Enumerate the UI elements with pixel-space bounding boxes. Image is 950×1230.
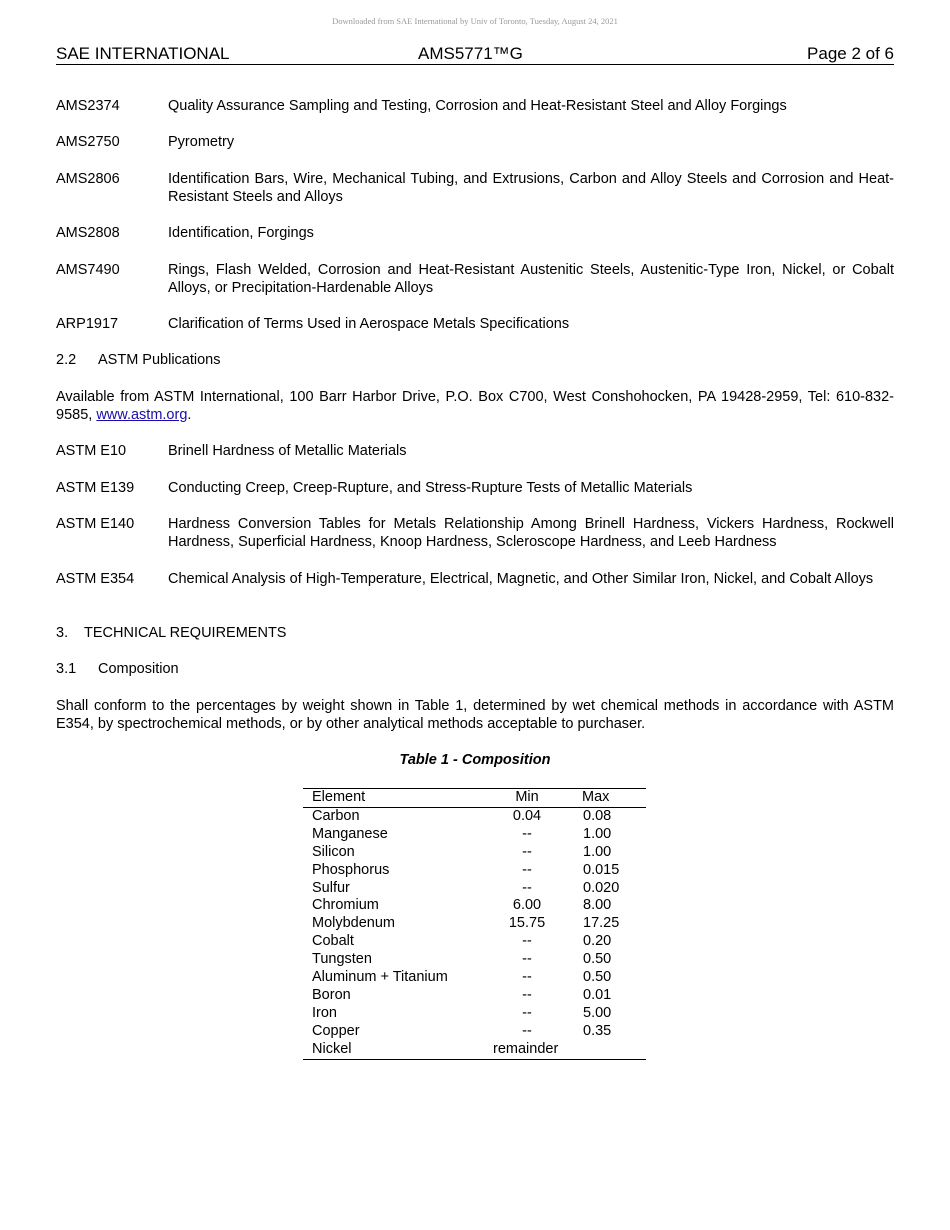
section-number: 2.2 [56,352,77,368]
section-title: TECHNICAL REQUIREMENTS [84,625,287,641]
element-cell: Carbon [312,807,360,824]
remainder-cell: remainder [480,1041,646,1059]
reference-code: ASTM E354 [56,571,135,587]
max-cell: 17.25 [583,915,620,932]
table-row [303,1005,646,1023]
min-cell: 15.75 [508,915,546,932]
section-title: ASTM Publications [98,352,221,368]
table-row [303,880,646,898]
element-cell: Copper [312,1022,360,1039]
element-cell: Molybdenum [312,915,396,932]
column-header-max: Max [574,789,646,808]
reference-title: Quality Assurance Sampling and Testing, Corrosion and Heat-Resistant Steel and Alloy Forgings [168,98,787,114]
section-heading-3 [56,625,894,643]
reference-code: AMS2374 [56,98,120,114]
table-row [303,897,646,915]
reference-title: Chemical Analysis of High-Temperature, Electrical, Magnetic, and Other Similar Iron, Nickel, and Cobalt Alloys [168,571,874,587]
max-cell: 0.015 [583,861,620,878]
header-page-number: Page 2 of 6 [807,44,894,63]
element-cell: Chromium [312,897,379,914]
section-heading-2-2 [56,352,894,370]
reference-code: AMS2808 [56,225,120,241]
astm-availability-paragraph [56,389,894,424]
reference-title: Clarification of Terms Used in Aerospace Metals Specifications [168,316,570,332]
element-cell: Aluminum + Titanium [312,969,448,986]
page-header [56,44,894,65]
element-cell: Phosphorus [312,861,390,878]
table-caption: Table 1 - Composition [399,752,551,768]
reference-ams7490 [56,262,894,297]
table-row [303,951,646,969]
table-row [303,862,646,880]
table-row [303,826,646,844]
table-row [303,915,646,933]
min-cell: -- [522,951,532,968]
table-row [303,969,646,987]
table-row [303,1023,646,1041]
reference-code: ARP1917 [56,316,119,332]
max-cell: 8.00 [583,897,612,914]
reference-title: Brinell Hardness of Metallic Materials [168,443,407,459]
section-number: 3. [56,625,69,641]
reference-code: AMS2806 [56,171,120,187]
element-cell: Tungsten [312,951,372,968]
reference-title: Identification Bars, Wire, Mechanical Tubing, and Extrusions, Carbon and Alloy Steels and Corrosion and Heat-Resistant Steels and Alloys [168,171,894,205]
section-heading-3-1 [56,661,894,679]
reference-astm-e139 [56,480,894,498]
table-row [303,807,646,825]
reference-title: Pyrometry [168,134,235,150]
min-cell: -- [522,861,532,878]
reference-code: ASTM E140 [56,516,135,532]
reference-ams2806 [56,171,894,206]
reference-title: Rings, Flash Welded, Corrosion and Heat-Resistant Austenitic Steels, Austenitic-Type Iron, Nickel, or Cobalt Alloys, or Precipitation-Hardenable Alloys [168,262,894,296]
min-cell: -- [522,1004,532,1021]
max-cell: 1.00 [583,825,612,842]
element-cell: Iron [312,1004,337,1021]
reference-code: ASTM E10 [56,443,127,459]
min-cell: 6.00 [512,897,542,914]
max-cell: 0.20 [583,933,612,950]
reference-ams2750 [56,134,894,152]
composition-paragraph: Shall conform to the percentages by weight shown in Table 1, determined by wet chemical methods in accordance with ASTM E354, by spectrochemical methods, or by other analytical methods acceptable to purchaser. [56,698,894,732]
reference-title: Conducting Creep, Creep-Rupture, and Stress-Rupture Tests of Metallic Materials [168,480,693,496]
astm-website-link[interactable]: www.astm.org [96,406,188,423]
table-row [303,933,646,951]
min-cell: -- [522,969,532,986]
reference-astm-e140 [56,516,894,551]
max-cell: 0.50 [583,951,612,968]
max-cell: 0.01 [583,986,612,1003]
max-cell: 1.00 [583,843,612,860]
table-header-row [303,789,646,808]
element-cell: Boron [312,986,351,1003]
min-cell: -- [522,843,532,860]
header-doc-number: AMS5771™G [418,44,523,63]
min-cell: -- [522,825,532,842]
reference-title: Hardness Conversion Tables for Metals Relationship Among Brinell Hardness, Vickers Hardness, Rockwell Hardness, Superficial Hardness, Knoop Hardness, Scleroscope Hardness, and Leeb Hardness [168,516,894,550]
availability-text: Available from ASTM International, 100 Barr Harbor Drive, P.O. Box C700, West Conshohocken, PA 19428-2959, Tel: 610-832-9585, [56,389,894,423]
min-cell: -- [522,1022,532,1039]
table-row [303,987,646,1005]
column-header-element: Element [303,789,480,808]
download-watermark: Downloaded from SAE International by Univ of Toronto, Tuesday, August 24, 2021 [332,16,618,26]
reference-code: ASTM E139 [56,480,135,496]
table-row [303,844,646,862]
element-cell: Sulfur [312,879,350,896]
element-cell: Nickel [303,1041,480,1059]
reference-code: AMS2750 [56,134,120,150]
element-cell: Cobalt [312,933,354,950]
reference-arp1917 [56,316,894,334]
element-cell: Manganese [312,825,388,842]
max-cell: 0.020 [583,879,620,896]
composition-table [303,788,646,1060]
min-cell: -- [522,879,532,896]
max-cell: 0.08 [583,807,612,824]
reference-astm-e354 [56,571,894,589]
element-cell: Silicon [312,843,355,860]
max-cell: 0.50 [583,969,612,986]
reference-ams2374 [56,98,894,116]
reference-code: AMS7490 [56,262,120,278]
reference-title: Identification, Forgings [168,225,314,241]
max-cell: 5.00 [583,1004,612,1021]
section-title: Composition [98,661,179,677]
reference-ams2808 [56,225,894,243]
reference-astm-e10 [56,443,894,461]
column-header-min: Min [480,789,574,808]
header-publisher: SAE INTERNATIONAL [56,44,230,63]
max-cell: 0.35 [583,1022,612,1039]
section-number: 3.1 [56,661,77,677]
min-cell: 0.04 [512,807,542,824]
min-cell: -- [522,933,532,950]
min-cell: -- [522,986,532,1003]
table-row [303,1041,646,1059]
availability-suffix: . [187,406,192,423]
